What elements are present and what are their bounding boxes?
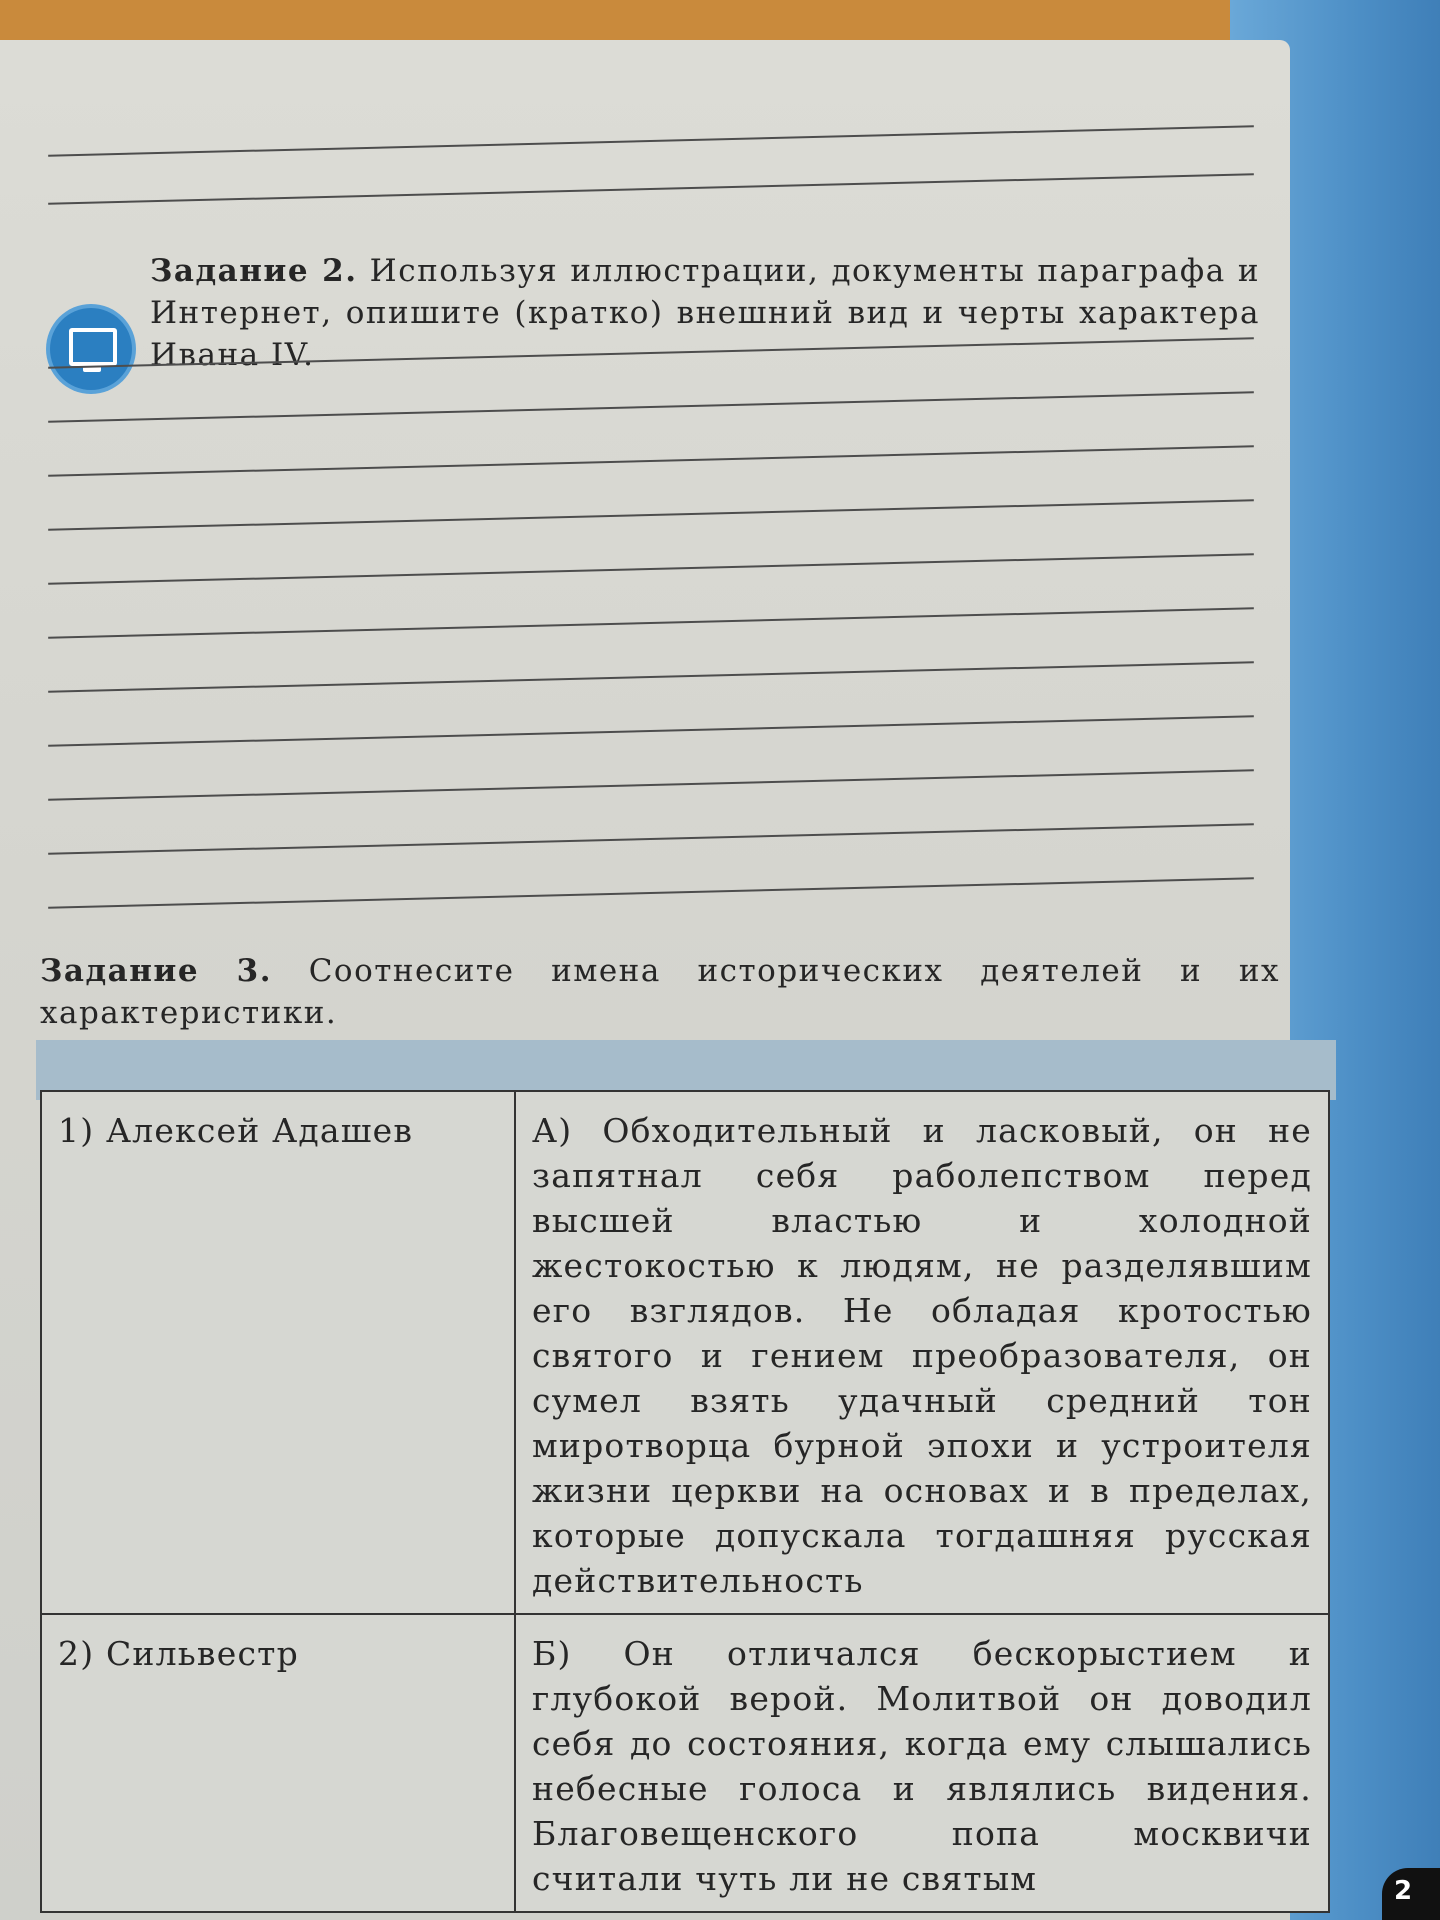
answer-line[interactable] <box>48 125 1254 156</box>
task-3-label: Задание 3. <box>40 953 273 989</box>
matching-table <box>40 1090 1330 1913</box>
task-3-text: Соотнесите имена исторических деятелей и их характеристики. <box>40 953 1280 1031</box>
person-description: Б) Он отличался бескорыстием и глубокой верой. Молитвой он доводил себя до состояния, когда ему слышались небесные голоса и являлись видения. Благовещенского попа москвичи считали чуть ли не святым <box>515 1614 1329 1912</box>
table-row <box>41 1091 1329 1614</box>
task-3 <box>40 950 1280 1034</box>
task-2-label: Задание 2. <box>150 253 358 289</box>
person-description: А) Обходительный и ласковый, он не запятнал себя раболепством перед высшей властью и холодной жестокостью к людям, не разделявшим его взглядов. Не обладая кротостью святого и гением преобразователя, он сумел взять удачный средний тон миротворца бурной эпохи и устроителя жизни церкви на основах и в пределах, которые допускала тогдашняя русская действительность <box>515 1091 1329 1614</box>
person-name: 1) Алексей Адашев <box>41 1091 515 1614</box>
answer-line[interactable] <box>48 173 1254 204</box>
task-2-text: Используя иллюстрации, документы параграфа и Интернет, опишите (кратко) внешний вид и черты характера Ивана IV. <box>150 253 1260 373</box>
table-row <box>41 1614 1329 1912</box>
task-2 <box>150 250 1260 376</box>
computer-monitor-icon <box>50 308 132 390</box>
page-number: 2 <box>1382 1868 1440 1920</box>
person-name: 2) Сильвестр <box>41 1614 515 1912</box>
